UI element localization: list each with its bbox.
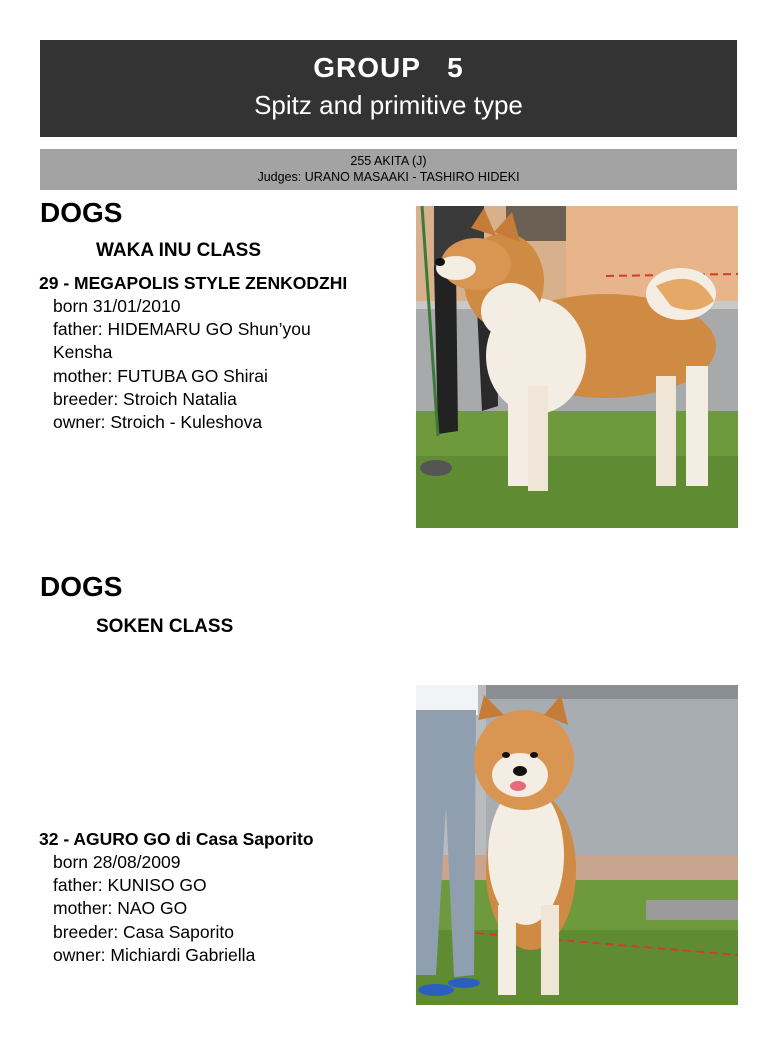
born-line: born 28/08/2009 bbox=[53, 852, 181, 872]
dog-entry-title: 29 - MEGAPOLIS STYLE ZENKODZHI bbox=[39, 273, 348, 293]
mother-line: mother: NAO GO bbox=[53, 898, 188, 919]
born-line: born 31/01/2010 bbox=[53, 296, 181, 316]
class-heading: SOKEN CLASS bbox=[96, 616, 234, 637]
judges-line: Judges: URANO MASAAKI - TASHIRO HIDEKI bbox=[257, 170, 520, 184]
dog-photo bbox=[416, 206, 738, 528]
breeder-line: breeder: Stroich Natalia bbox=[53, 388, 237, 409]
dog-entry bbox=[39, 271, 409, 434]
breeder-line: breeder: Casa Saporito bbox=[53, 921, 234, 942]
section-heading-dogs: DOGS bbox=[40, 571, 123, 602]
group-subtitle: Spitz and primitive type bbox=[254, 90, 523, 120]
dog-photo bbox=[416, 685, 738, 1005]
breed-name: 255 AKITA (J) bbox=[350, 154, 427, 168]
dog-entry-details bbox=[39, 295, 409, 434]
breed-bar bbox=[40, 149, 737, 190]
group-banner bbox=[40, 40, 737, 137]
dog-entry bbox=[39, 827, 409, 967]
class-heading: WAKA INU CLASS bbox=[96, 240, 262, 261]
dog-entry-title: 32 - AGURO GO di Casa Saporito bbox=[39, 829, 314, 849]
mother-line: mother: FUTUBA GO Shirai bbox=[53, 365, 268, 386]
dog-entry-details bbox=[39, 851, 409, 967]
owner-line: owner: Michiardi Gabriella bbox=[53, 944, 256, 965]
section-heading-dogs: DOGS bbox=[40, 197, 123, 228]
owner-line: owner: Stroich - Kuleshova bbox=[53, 412, 263, 433]
father-line: father: KUNISO GO bbox=[53, 875, 207, 896]
group-title: GROUP 5 bbox=[313, 52, 464, 83]
father-line: father: HIDEMARU GO Shun’you Kensha bbox=[53, 319, 311, 363]
